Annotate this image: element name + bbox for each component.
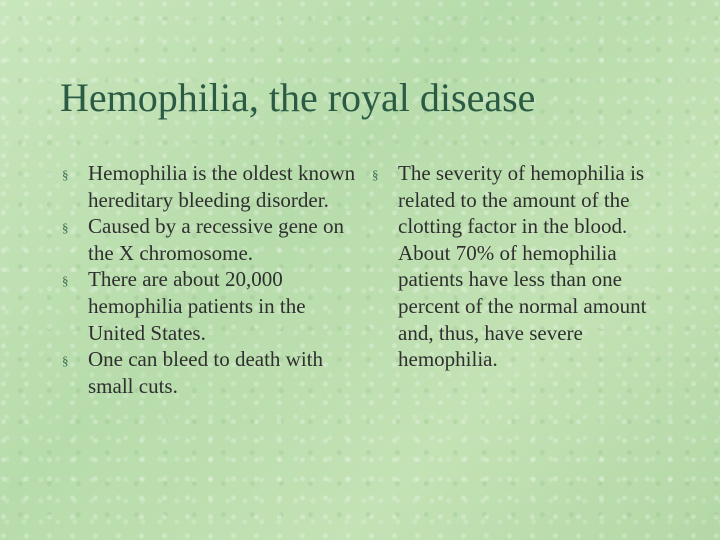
list-item [62,266,362,346]
bullet-text: There are about 20,000 hemophilia patients in the United States. [88,267,306,345]
right-bullet-list [372,160,672,373]
list-item [62,213,362,266]
list-item [62,160,362,213]
bullet-text: Caused by a recessive gene on the X chromosome. [88,214,344,265]
left-bullet-list [62,160,362,399]
list-item [62,346,362,399]
bullet-text: Hemophilia is the oldest known hereditary bleeding disorder. [88,161,356,212]
bullet-text: The severity of hemophilia is related to the amount of the clotting factor in the blood. About 70% of hemophilia patients have less than one percent of the normal amount and, thus, have severe hemophilia. [398,161,647,372]
bullet-icon: § [62,220,69,236]
bullet-icon: § [62,353,69,369]
bullet-icon: § [62,273,69,289]
bullet-icon: § [372,167,379,182]
bullet-icon: § [62,167,69,182]
slide-title: Hemophilia, the royal disease [60,75,536,120]
bullet-text: One can bleed to death with small cuts. [88,347,323,398]
list-item [372,160,672,373]
